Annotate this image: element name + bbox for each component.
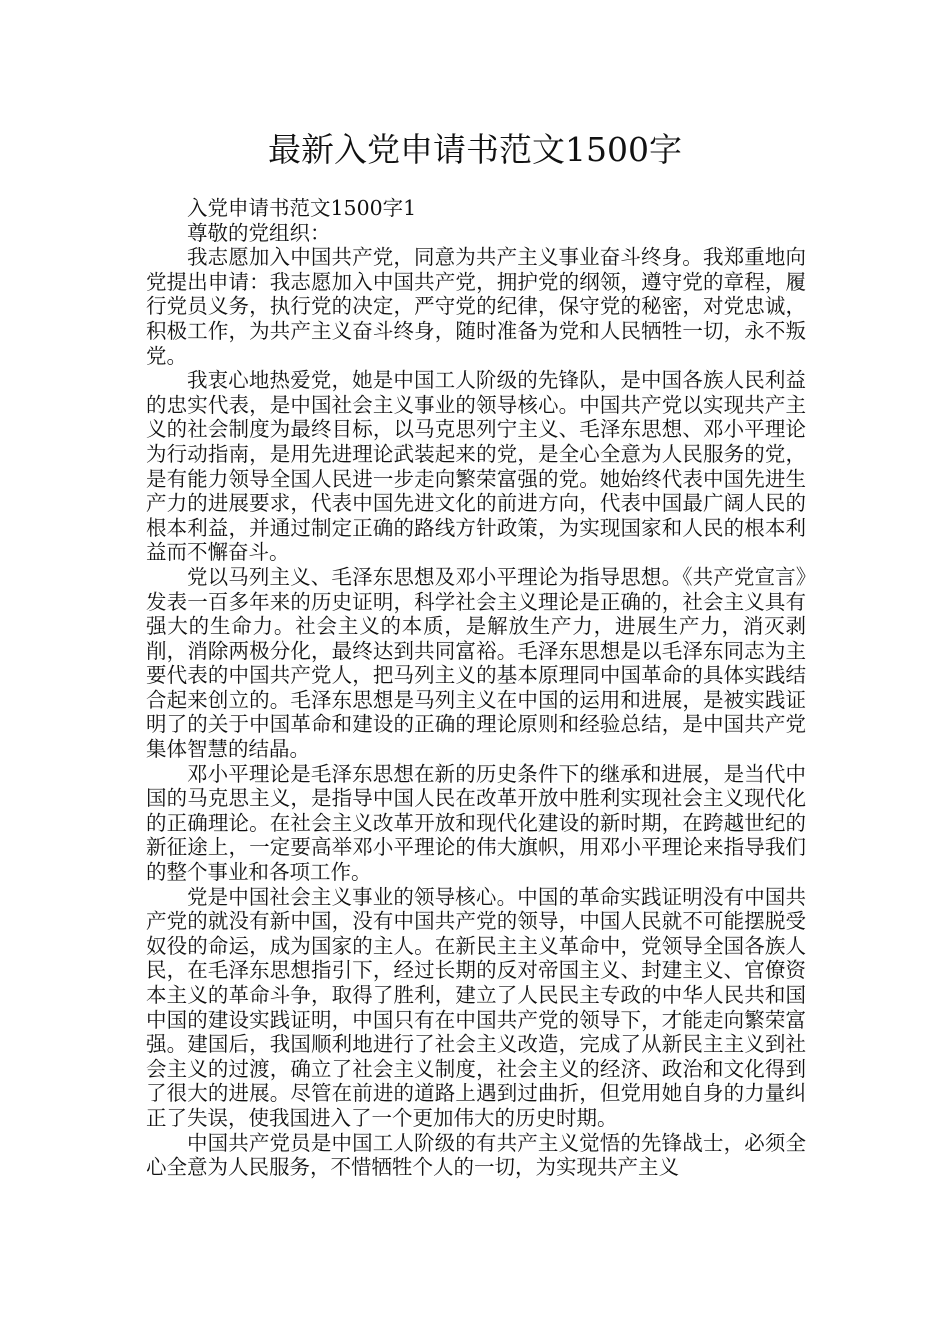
paragraph: 党以马列主义、毛泽东思想及邓小平理论为指导思想。《共产党宣言》发表一百多年来的历史证明，科学社会主义理论是正确的，社会主义具有强大的生命力。社会主义的本质，是解放生产力，进展生产力，消灭剥削，消除两极分化，最终达到共同富裕。毛泽东思想是以毛泽东同志为主要代表的中国共产党人，把马列主义的基本原理同中国革命的具体实践结合起来创立的。毛泽东思想是马列主义在中国的运用和进展，是被实践证明了的关于中国革命和建设的正确的理论原则和经验总结，是中国共产党集体智慧的结晶。 (146, 564, 806, 762)
paragraph: 我衷心地热爱党，她是中国工人阶级的先锋队，是中国各族人民利益的忠实代表，是中国社会主义事业的领导核心。中国共产党以实现共产主义的社会制度为最终目标，以马克思列宁主义、毛泽东思想、邓小平理论为行动指南，是用先进理论武装起来的党，是全心全意为人民服务的党，是有能力领导全国人民进一步走向繁荣富强的党。她始终代表中国先进生产力的进展要求，代表中国先进文化的前进方向，代表中国最广阔人民的根本利益，并通过制定正确的路线方针政策，为实现国家和人民的根本利益而不懈奋斗。 (146, 368, 806, 565)
paragraph-subtitle: 入党申请书范文1500字1 (187, 196, 417, 220)
paragraph: 中国共产党员是中国工人阶级的有共产主义觉悟的先锋战士，必须全心全意为人民服务，不惜牺牲个人的一切，为实现共产主义 (146, 1130, 806, 1180)
document-body (146, 196, 806, 1180)
paragraph-salutation: 尊敬的党组织： (187, 220, 331, 245)
paragraph: 我志愿加入中国共产党，同意为共产主义事业奋斗终身。我郑重地向党提出申请：我志愿加入中国共产党，拥护党的纲领，遵守党的章程，履行党员义务，执行党的决定，严守党的纪律，保守党的秘密，对党忠诚，积极工作，为共产主义奋斗终身，随时准备为党和人民牺牲一切，永不叛党。 (146, 245, 806, 368)
paragraph: 党是中国社会主义事业的领导核心。中国的革命实践证明没有中国共产党的就没有新中国，没有中国共产党的领导，中国人民就不可能摆脱受奴役的命运，成为国家的主人。在新民主主义革命中，党领导全国各族人民，在毛泽东思想指引下，经过长期的反对帝国主义、封建主义、官僚资本主义的革命斗争，取得了胜利，建立了人民民主专政的中华人民共和国中国的建设实践证明，中国只有在中国共产党的领导下，才能走向繁荣富强。建国后，我国顺利地进行了社会主义改造，完成了从新民主主义到社会主义的过渡，确立了社会主义制度，社会主义的经济、政治和文化得到了很大的进展。尽管在前进的道路上遇到过曲折，但党用她自身的力量纠正了失误，使我国进入了一个更加伟大的历史时期。 (146, 884, 806, 1130)
document-title: 最新入党申请书范文1500字 (268, 130, 682, 169)
paragraph: 邓小平理论是毛泽东思想在新的历史条件下的继承和进展，是当代中国的马克思主义，是指导中国人民在改革开放中胜利实现社会主义现代化的正确理论。在社会主义改革开放和现代化建设的新时期，在跨越世纪的新征途上，一定要高举邓小平理论的伟大旗帜，用邓小平理论来指导我们的整个事业和各项工作。 (146, 761, 806, 885)
